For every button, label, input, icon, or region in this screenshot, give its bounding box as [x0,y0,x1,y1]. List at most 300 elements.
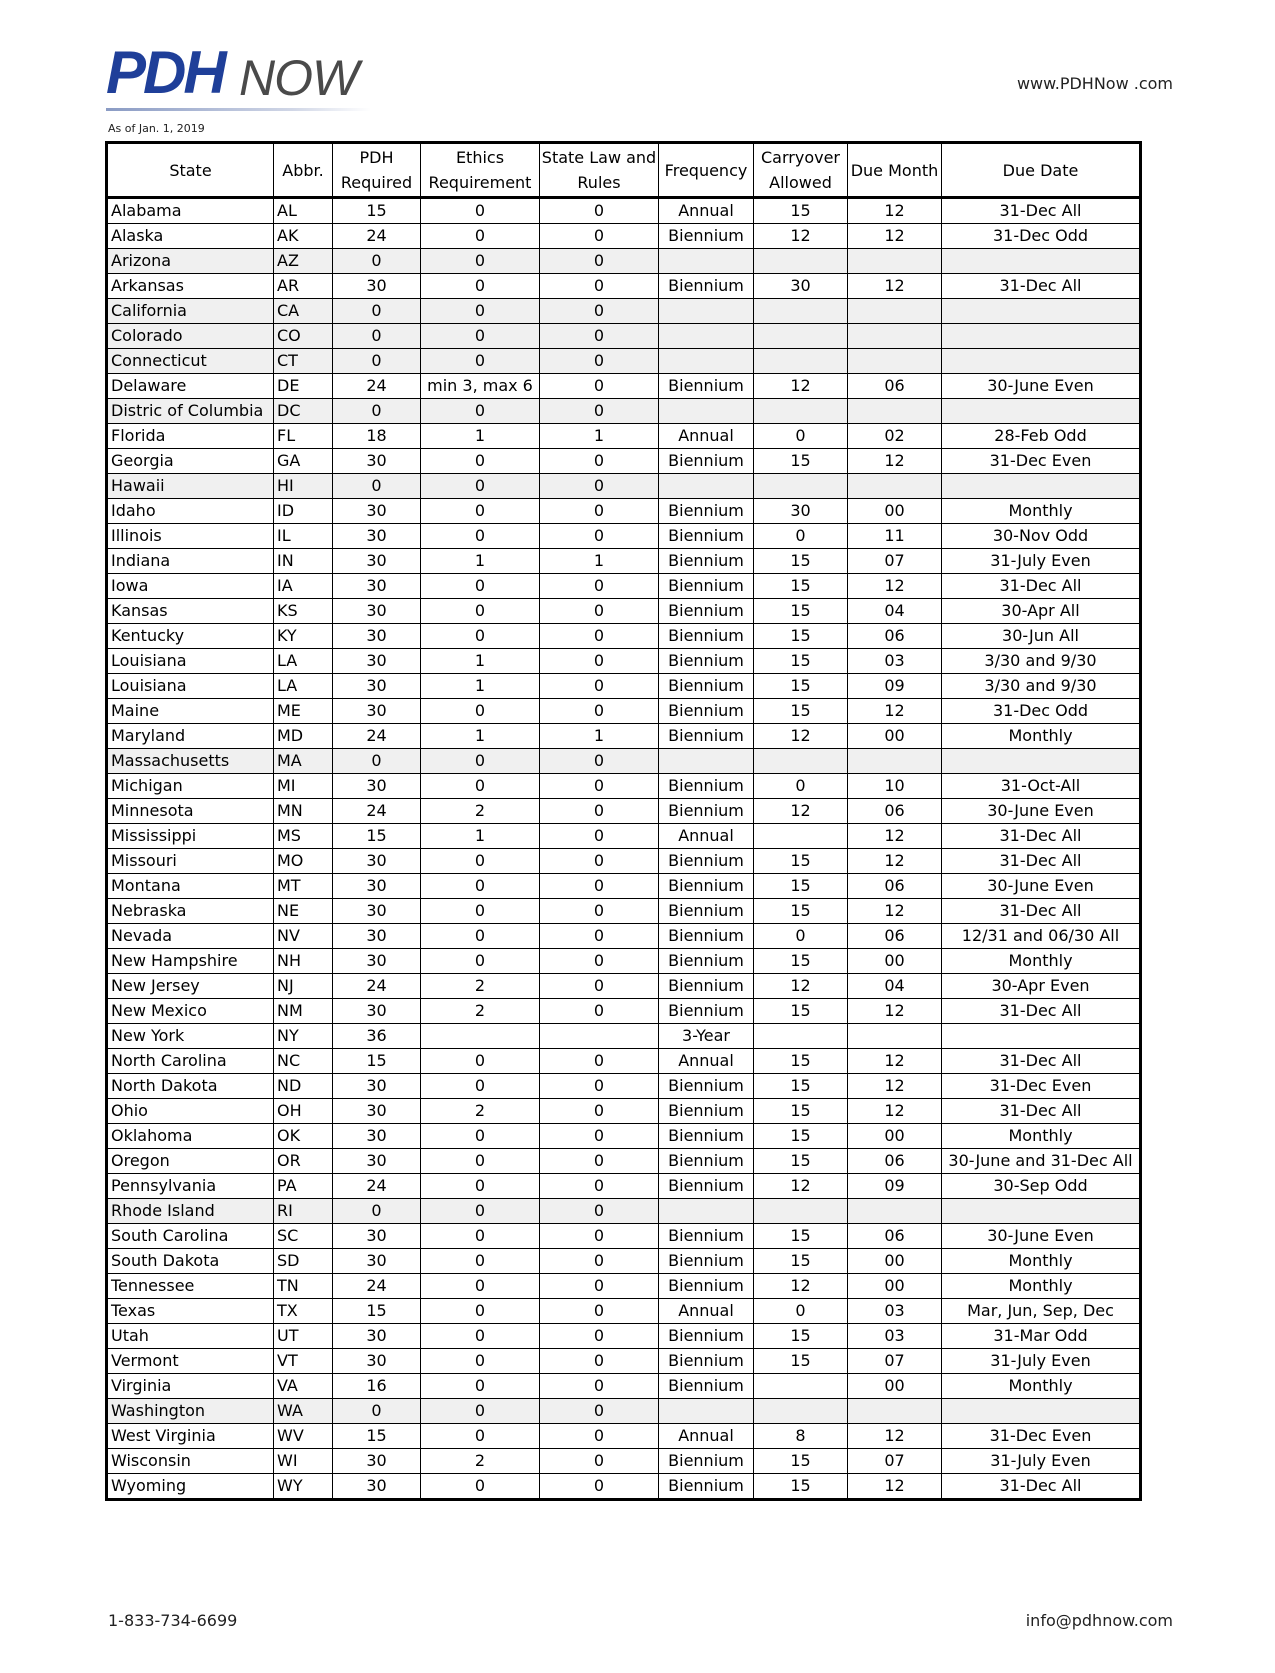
cell-carryover: 15 [754,699,848,724]
cell-pdh-required: 30 [333,1149,421,1174]
cell-due-date: 31-Dec All [942,849,1141,874]
table-row [107,424,1141,449]
cell-state: Louisiana [107,674,274,699]
cell-due-month: 12 [848,899,942,924]
cell-abbr: PA [274,1174,333,1199]
cell-abbr: OK [274,1124,333,1149]
cell-carryover: 15 [754,849,848,874]
cell-frequency: Annual [659,424,754,449]
cell-state: Louisiana [107,649,274,674]
cell-state-law: 0 [540,899,659,924]
cell-frequency: Biennium [659,1174,754,1199]
cell-frequency: Biennium [659,774,754,799]
cell-state: Illinois [107,524,274,549]
cell-due-date: 31-Dec All [942,274,1141,299]
cell-frequency: Biennium [659,849,754,874]
cell-abbr: MA [274,749,333,774]
col-header-carryover [754,143,848,198]
cell-abbr: OR [274,1149,333,1174]
cell-ethics: 0 [421,624,540,649]
cell-frequency [659,399,754,424]
cell-ethics: 1 [421,674,540,699]
cell-due-month: 00 [848,1374,942,1399]
cell-carryover: 15 [754,1049,848,1074]
cell-abbr: FL [274,424,333,449]
cell-due-date: 30-Jun All [942,624,1141,649]
table-row [107,974,1141,999]
cell-state-law: 0 [540,1199,659,1224]
cell-frequency: Biennium [659,1099,754,1124]
cell-ethics: 2 [421,1099,540,1124]
cell-due-month: 12 [848,849,942,874]
cell-due-date: 31-Dec All [942,1049,1141,1074]
cell-abbr: IA [274,574,333,599]
cell-carryover [754,1399,848,1424]
cell-pdh-required: 0 [333,299,421,324]
cell-due-month: 12 [848,574,942,599]
table-row [107,1199,1141,1224]
cell-carryover: 15 [754,1324,848,1349]
cell-ethics: 0 [421,949,540,974]
cell-carryover: 15 [754,1249,848,1274]
cell-pdh-required: 30 [333,1349,421,1374]
cell-due-date [942,1199,1141,1224]
cell-ethics: 0 [421,1124,540,1149]
cell-ethics: 0 [421,1349,540,1374]
table-row [107,224,1141,249]
col-header-abbr [274,143,333,198]
cell-carryover: 15 [754,624,848,649]
cell-due-date: Monthly [942,1249,1141,1274]
cell-due-date: 31-July Even [942,1449,1141,1474]
cell-due-month [848,399,942,424]
cell-ethics: 0 [421,599,540,624]
cell-state-law: 0 [540,924,659,949]
cell-due-date: 30-Sep Odd [942,1174,1141,1199]
cell-due-month: 03 [848,1299,942,1324]
cell-carryover: 30 [754,274,848,299]
cell-due-month: 12 [848,274,942,299]
cell-abbr: NY [274,1024,333,1049]
cell-due-date: Mar, Jun, Sep, Dec [942,1299,1141,1324]
col-header-state-law [540,143,659,198]
cell-abbr: MO [274,849,333,874]
cell-state: Wisconsin [107,1449,274,1474]
cell-due-date [942,399,1141,424]
cell-pdh-required: 30 [333,599,421,624]
cell-state-law: 0 [540,198,659,224]
cell-due-date: 31-Dec All [942,1474,1141,1500]
cell-frequency: Biennium [659,499,754,524]
cell-state-law: 0 [540,1449,659,1474]
cell-due-month [848,1399,942,1424]
cell-ethics: 0 [421,1424,540,1449]
cell-ethics: 0 [421,1199,540,1224]
table-row [107,924,1141,949]
pdhnow-logo [106,40,376,115]
cell-carryover [754,324,848,349]
cell-due-month: 09 [848,1174,942,1199]
cell-frequency: Biennium [659,1349,754,1374]
cell-pdh-required: 30 [333,1224,421,1249]
cell-state: Virginia [107,1374,274,1399]
cell-ethics: 0 [421,299,540,324]
cell-pdh-required: 30 [333,574,421,599]
cell-state-law: 0 [540,1374,659,1399]
col-header-state [107,143,274,198]
cell-ethics: 2 [421,799,540,824]
cell-carryover: 15 [754,1124,848,1149]
cell-state: Nebraska [107,899,274,924]
cell-due-month: 06 [848,374,942,399]
cell-pdh-required: 0 [333,749,421,774]
cell-frequency: 3-Year [659,1024,754,1049]
cell-state-law: 1 [540,549,659,574]
cell-state: California [107,299,274,324]
cell-abbr: VT [274,1349,333,1374]
cell-ethics: 0 [421,774,540,799]
cell-frequency: Biennium [659,999,754,1024]
cell-state: Vermont [107,1349,274,1374]
cell-state: New Hampshire [107,949,274,974]
cell-pdh-required: 30 [333,1074,421,1099]
table-row [107,1324,1141,1349]
cell-pdh-required: 30 [333,774,421,799]
cell-pdh-required: 0 [333,349,421,374]
cell-ethics: 0 [421,1249,540,1274]
cell-due-date: Monthly [942,499,1141,524]
cell-carryover: 15 [754,1349,848,1374]
col-header-frequency [659,143,754,198]
cell-state-law: 0 [540,1249,659,1274]
cell-carryover: 15 [754,1449,848,1474]
cell-frequency: Biennium [659,799,754,824]
cell-due-month: 07 [848,1449,942,1474]
cell-state-law: 1 [540,724,659,749]
cell-abbr: CT [274,349,333,374]
table-row [107,449,1141,474]
cell-ethics: 1 [421,824,540,849]
table-row [107,899,1141,924]
cell-pdh-required: 30 [333,624,421,649]
cell-carryover: 0 [754,424,848,449]
cell-frequency: Biennium [659,1324,754,1349]
cell-frequency [659,249,754,274]
cell-state: Alaska [107,224,274,249]
cell-due-month: 00 [848,949,942,974]
cell-due-date [942,349,1141,374]
cell-carryover: 12 [754,799,848,824]
cell-pdh-required: 30 [333,499,421,524]
logo-underline [106,108,371,111]
col-header-due-month-label: Due Month [850,160,939,180]
cell-carryover: 15 [754,1474,848,1500]
cell-frequency: Biennium [659,1274,754,1299]
cell-frequency: Biennium [659,899,754,924]
cell-pdh-required: 30 [333,449,421,474]
cell-state-law: 0 [540,449,659,474]
cell-state-law: 0 [540,399,659,424]
col-header-ethics-requirement [421,143,540,198]
cell-ethics: 0 [421,524,540,549]
cell-pdh-required: 30 [333,524,421,549]
cell-frequency [659,349,754,374]
cell-due-date: 30-June Even [942,874,1141,899]
cell-state-law: 0 [540,1174,659,1199]
cell-state: South Dakota [107,1249,274,1274]
cell-state: Kentucky [107,624,274,649]
cell-frequency [659,1399,754,1424]
cell-state-law: 0 [540,524,659,549]
table-row [107,774,1141,799]
cell-abbr: KS [274,599,333,624]
cell-frequency: Biennium [659,549,754,574]
table-row [107,1074,1141,1099]
cell-state-law: 0 [540,374,659,399]
cell-due-month: 10 [848,774,942,799]
cell-carryover [754,1024,848,1049]
cell-abbr: UT [274,1324,333,1349]
col-header-pdh-required [333,143,421,198]
cell-due-date [942,474,1141,499]
table-row [107,1349,1141,1374]
cell-state-law: 0 [540,1474,659,1500]
cell-ethics: 1 [421,424,540,449]
cell-due-date: 31-July Even [942,549,1141,574]
cell-state: Alabama [107,198,274,224]
cell-abbr: MI [274,774,333,799]
cell-due-date: 30-June Even [942,1224,1141,1249]
cell-carryover: 15 [754,1149,848,1174]
cell-pdh-required: 0 [333,249,421,274]
cell-state: Hawaii [107,474,274,499]
cell-state: Texas [107,1299,274,1324]
cell-abbr: OH [274,1099,333,1124]
cell-frequency: Biennium [659,599,754,624]
cell-pdh-required: 30 [333,874,421,899]
cell-state-law: 0 [540,749,659,774]
cell-due-month: 03 [848,1324,942,1349]
cell-frequency: Annual [659,1424,754,1449]
cell-ethics: 2 [421,974,540,999]
cell-ethics: 0 [421,1149,540,1174]
cell-due-date: Monthly [942,1124,1141,1149]
cell-pdh-required: 30 [333,649,421,674]
cell-abbr: MD [274,724,333,749]
cell-ethics: 1 [421,649,540,674]
cell-state-law [540,1024,659,1049]
cell-frequency: Biennium [659,524,754,549]
cell-due-month: 00 [848,1274,942,1299]
cell-state-law: 0 [540,799,659,824]
cell-due-date [942,249,1141,274]
cell-carryover [754,399,848,424]
cell-state: Maryland [107,724,274,749]
cell-due-date: 31-Dec Even [942,449,1141,474]
col-header-due-date [942,143,1141,198]
cell-ethics: 2 [421,999,540,1024]
cell-abbr: CA [274,299,333,324]
cell-due-month: 12 [848,1049,942,1074]
cell-pdh-required: 15 [333,1299,421,1324]
cell-due-month: 12 [848,1099,942,1124]
cell-ethics: 0 [421,274,540,299]
cell-due-month: 12 [848,1074,942,1099]
cell-ethics: 0 [421,849,540,874]
table-row [107,374,1141,399]
cell-ethics: 0 [421,1224,540,1249]
cell-state-law: 0 [540,874,659,899]
cell-due-month [848,749,942,774]
cell-frequency: Biennium [659,924,754,949]
cell-due-month [848,299,942,324]
cell-due-date: 31-Dec All [942,824,1141,849]
cell-state: Arizona [107,249,274,274]
cell-ethics: 2 [421,1449,540,1474]
website-link[interactable]: www.PDHNow .com [1016,74,1173,93]
cell-due-month: 06 [848,799,942,824]
cell-state: Rhode Island [107,1199,274,1224]
cell-pdh-required: 30 [333,699,421,724]
cell-abbr: MN [274,799,333,824]
cell-abbr: WA [274,1399,333,1424]
cell-due-month: 06 [848,624,942,649]
pdh-requirements-table [105,141,1142,1501]
cell-abbr: NE [274,899,333,924]
cell-abbr: AZ [274,249,333,274]
cell-state: Montana [107,874,274,899]
cell-abbr: AR [274,274,333,299]
cell-state: Missouri [107,849,274,874]
cell-pdh-required: 30 [333,1124,421,1149]
cell-frequency: Annual [659,1299,754,1324]
table-row [107,1024,1141,1049]
cell-abbr: GA [274,449,333,474]
cell-carryover [754,1199,848,1224]
table-row [107,849,1141,874]
cell-state-law: 0 [540,224,659,249]
cell-state: Distric of Columbia [107,399,274,424]
footer-email[interactable]: info@pdhnow.com [1025,1611,1173,1630]
cell-ethics: 0 [421,249,540,274]
cell-state-law: 0 [540,1349,659,1374]
table-row [107,1274,1141,1299]
table-row [107,198,1141,224]
table-row [107,399,1141,424]
cell-frequency [659,299,754,324]
cell-ethics: 0 [421,499,540,524]
cell-due-date: Monthly [942,1374,1141,1399]
cell-state: New Mexico [107,999,274,1024]
cell-carryover: 12 [754,224,848,249]
cell-ethics: 0 [421,1049,540,1074]
table-row [107,299,1141,324]
table-row [107,599,1141,624]
cell-due-month: 12 [848,198,942,224]
cell-pdh-required: 24 [333,724,421,749]
cell-ethics: 0 [421,1274,540,1299]
cell-due-date: 31-Dec Odd [942,224,1141,249]
table-row [107,1149,1141,1174]
cell-frequency: Biennium [659,949,754,974]
cell-state: Washington [107,1399,274,1424]
cell-state-law: 0 [540,349,659,374]
cell-pdh-required: 30 [333,899,421,924]
cell-due-date: 28-Feb Odd [942,424,1141,449]
cell-carryover: 15 [754,1074,848,1099]
cell-carryover: 8 [754,1424,848,1449]
cell-ethics: min 3, max 6 [421,374,540,399]
table-row [107,674,1141,699]
table-body [107,198,1141,1500]
cell-pdh-required: 24 [333,224,421,249]
cell-abbr: RI [274,1199,333,1224]
cell-state: Mississippi [107,824,274,849]
table-row [107,999,1141,1024]
cell-state-law: 0 [540,324,659,349]
cell-due-date: 30-June Even [942,799,1141,824]
cell-due-month [848,1024,942,1049]
table-row [107,1224,1141,1249]
cell-abbr: WI [274,1449,333,1474]
cell-abbr: SC [274,1224,333,1249]
cell-pdh-required: 15 [333,198,421,224]
cell-frequency [659,1199,754,1224]
cell-ethics: 0 [421,1174,540,1199]
col-header-pdh-required-label: PDH Required [340,148,413,192]
cell-ethics: 0 [421,1324,540,1349]
cell-state: Utah [107,1324,274,1349]
cell-due-month: 03 [848,649,942,674]
cell-frequency: Annual [659,198,754,224]
table-row [107,1449,1141,1474]
cell-carryover: 15 [754,449,848,474]
cell-due-month: 09 [848,674,942,699]
cell-carryover [754,474,848,499]
cell-state-law: 0 [540,1224,659,1249]
logo-primary-text: PDH [106,39,224,106]
table-row [107,749,1141,774]
cell-due-date: 30-June Even [942,374,1141,399]
footer-phone[interactable]: 1-833-734-6699 [108,1611,238,1630]
cell-abbr: AK [274,224,333,249]
table-row [107,1124,1141,1149]
cell-state: Delaware [107,374,274,399]
cell-due-date: Monthly [942,949,1141,974]
cell-pdh-required: 0 [333,474,421,499]
cell-abbr: ND [274,1074,333,1099]
logo-secondary-text: NOW [239,50,359,106]
cell-state: Maine [107,699,274,724]
cell-due-month: 11 [848,524,942,549]
cell-frequency: Biennium [659,674,754,699]
cell-ethics: 0 [421,874,540,899]
cell-state-law: 0 [540,1399,659,1424]
cell-abbr: AL [274,198,333,224]
cell-pdh-required: 30 [333,849,421,874]
cell-frequency: Biennium [659,1474,754,1500]
cell-state-law: 0 [540,1274,659,1299]
cell-frequency: Biennium [659,224,754,249]
cell-ethics: 0 [421,198,540,224]
cell-pdh-required: 0 [333,1399,421,1424]
cell-abbr: NM [274,999,333,1024]
table-row [107,624,1141,649]
cell-pdh-required: 30 [333,949,421,974]
cell-abbr: LA [274,649,333,674]
cell-state-law: 0 [540,499,659,524]
cell-due-date: 30-Apr Even [942,974,1141,999]
